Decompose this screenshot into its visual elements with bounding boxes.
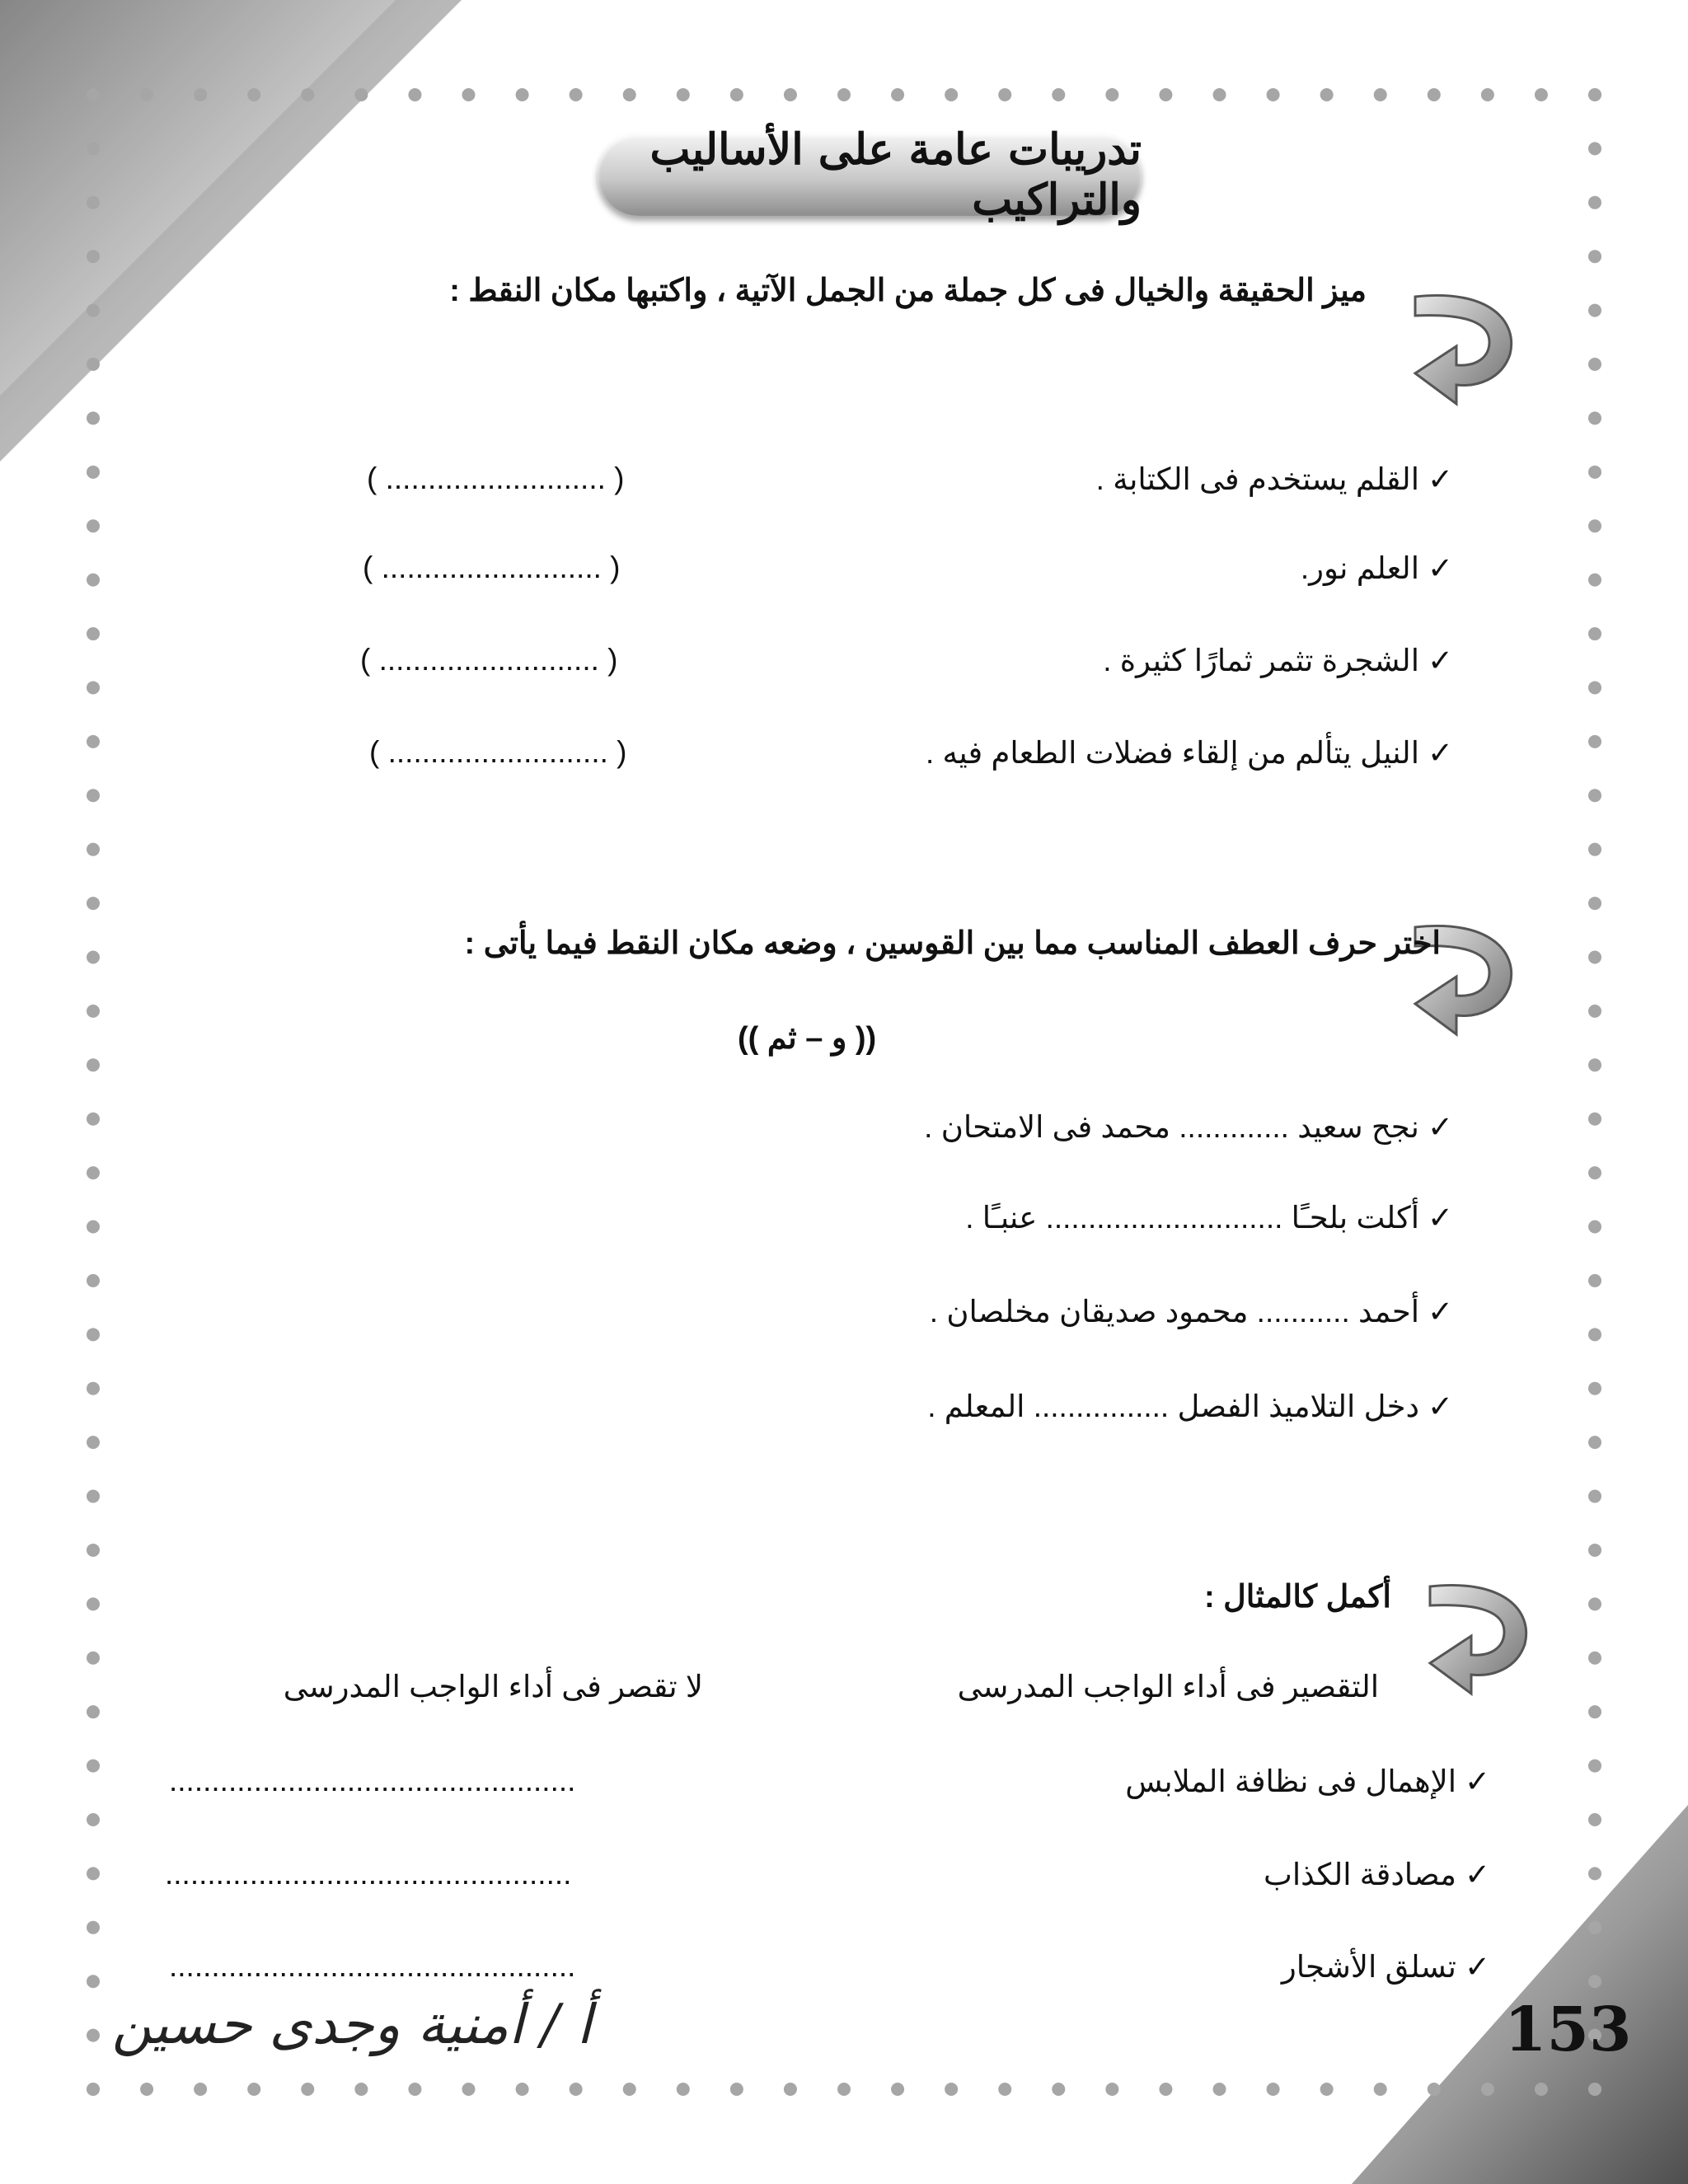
check-icon: ✓	[1464, 1858, 1490, 1891]
border-dot	[1320, 2083, 1334, 2096]
border-dot	[1588, 88, 1601, 101]
border-dot	[1588, 681, 1601, 694]
border-dot	[1588, 1005, 1601, 1018]
border-dot	[87, 196, 100, 209]
border-dot	[1588, 574, 1601, 587]
border-dot	[1588, 1058, 1601, 1071]
border-dot	[1588, 1382, 1601, 1395]
border-dot	[1588, 1813, 1601, 1826]
section3-item-1: ✓الإهمال فى نظافة الملابس	[1125, 1765, 1490, 1798]
border-dot	[677, 88, 690, 101]
section1-blank-4: ( .......................... )	[369, 735, 627, 769]
section3-answer-2: ................................................	[165, 1857, 572, 1891]
border-dot	[462, 2083, 476, 2096]
border-dot	[87, 843, 100, 856]
border-dot	[87, 358, 100, 371]
border-dot	[1588, 304, 1601, 317]
border-dot	[1588, 2083, 1601, 2096]
check-icon: ✓	[1427, 462, 1453, 496]
border-dot	[1535, 2083, 1548, 2096]
border-dot	[87, 411, 100, 424]
border-dot	[784, 88, 797, 101]
section1-item-1: ✓القلم يستخدم فى الكتابة .	[1095, 462, 1453, 496]
border-dot	[87, 304, 100, 317]
border-dot	[87, 1328, 100, 1341]
border-dot	[1588, 627, 1601, 640]
border-dot	[945, 2083, 958, 2096]
border-dot	[1428, 2083, 1441, 2096]
page-number: 153	[1504, 1994, 1632, 2065]
border-dot	[1588, 358, 1601, 371]
border-dot	[784, 2083, 797, 2096]
border-dot	[623, 2083, 636, 2096]
check-icon: ✓	[1427, 1295, 1453, 1329]
border-dot	[87, 1005, 100, 1018]
border-dot	[140, 88, 153, 101]
border-dot	[1428, 88, 1441, 101]
border-dot	[87, 1113, 100, 1126]
border-dot	[1588, 1652, 1601, 1665]
border-dot	[1213, 88, 1226, 101]
border-dot	[1159, 88, 1172, 101]
border-dot	[87, 519, 100, 532]
section3-answer-3: ................................................	[169, 1949, 576, 1983]
border-dot	[1588, 1221, 1601, 1234]
section3-item-2: ✓مصادقة الكذاب	[1264, 1858, 1490, 1891]
border-dot	[87, 2083, 100, 2096]
border-dot	[408, 88, 421, 101]
section3-heading: أكمل كالمثال :	[1203, 1580, 1391, 1615]
border-dot	[516, 88, 529, 101]
page-title-text: تدريبات عامة على الأساليب والتراكيب	[649, 124, 1142, 225]
check-icon: ✓	[1427, 1390, 1453, 1423]
border-dot	[87, 574, 100, 587]
border-dot	[1588, 411, 1601, 424]
section1-blank-2: ( .......................... )	[363, 551, 621, 584]
border-dot	[570, 2083, 583, 2096]
border-dot	[570, 88, 583, 101]
border-dot	[677, 2083, 690, 2096]
border-dot	[1588, 1490, 1601, 1503]
section3-item-3: ✓تسلق الأشجار	[1281, 1950, 1490, 1984]
border-dot	[87, 1382, 100, 1395]
border-dot	[1267, 2083, 1280, 2096]
border-dot	[87, 1813, 100, 1826]
section2-item-4: ✓دخل التلاميذ الفصل ................ المعلم .	[927, 1390, 1453, 1423]
border-dot	[301, 2083, 314, 2096]
border-dot	[87, 1921, 100, 1934]
border-dot	[945, 88, 958, 101]
border-dot	[87, 1760, 100, 1773]
border-dot	[87, 1274, 100, 1287]
border-dot	[87, 250, 100, 263]
border-dot	[408, 2083, 421, 2096]
section1-blank-1: ( .......................... )	[367, 462, 625, 495]
border-dot	[194, 2083, 207, 2096]
border-dot	[87, 466, 100, 479]
border-dot	[87, 1652, 100, 1665]
section1-item-2: ✓العلم نور.	[1300, 551, 1453, 585]
example-right: التقصير فى أداء الواجب المدرسى	[957, 1670, 1379, 1704]
border-dot	[1052, 2083, 1065, 2096]
border-dot	[87, 950, 100, 963]
check-icon: ✓	[1427, 736, 1453, 770]
border-dot	[1105, 2083, 1118, 2096]
border-dot	[1588, 519, 1601, 532]
border-dot	[1320, 88, 1334, 101]
border-dot	[730, 2083, 743, 2096]
border-dot	[998, 88, 1011, 101]
border-dot	[87, 1166, 100, 1179]
border-dot	[354, 2083, 368, 2096]
section3-answer-1: ................................................	[169, 1764, 576, 1797]
border-dot	[1588, 1274, 1601, 1287]
border-dot	[87, 142, 100, 155]
border-dot	[998, 2083, 1011, 2096]
border-dot	[87, 789, 100, 802]
border-dot	[1588, 1436, 1601, 1449]
border-dot	[1588, 1328, 1601, 1341]
section2-item-3: ✓أحمد ........... محمود صديقان مخلصان .	[929, 1295, 1453, 1329]
border-dot	[87, 897, 100, 910]
check-icon: ✓	[1427, 551, 1453, 585]
border-dot	[1588, 1544, 1601, 1557]
border-dot	[1105, 88, 1118, 101]
border-dot	[1588, 843, 1601, 856]
border-dot	[301, 88, 314, 101]
border-dot	[87, 1058, 100, 1071]
border-dot	[1213, 2083, 1226, 2096]
border-dot	[87, 88, 100, 101]
border-dot	[1159, 2083, 1172, 2096]
border-dot	[1588, 1867, 1601, 1880]
border-dot	[462, 88, 476, 101]
border-dot	[87, 681, 100, 694]
border-dot	[623, 88, 636, 101]
section1-blank-3: ( .......................... )	[360, 643, 618, 677]
section2-item-1: ✓نجح سعيد ............. محمد فى الامتحان .	[924, 1110, 1453, 1144]
check-icon: ✓	[1427, 1110, 1453, 1144]
section1-item-4: ✓النيل يتألم من إلقاء فضلات الطعام فيه .	[925, 736, 1453, 770]
border-dot	[1481, 88, 1494, 101]
border-dot	[1588, 1113, 1601, 1126]
section1-item-3: ✓الشجرة تثمر ثمارًا كثيرة .	[1103, 644, 1453, 677]
border-dot	[1374, 2083, 1387, 2096]
border-dot	[87, 627, 100, 640]
border-dot	[837, 2083, 851, 2096]
border-dot	[891, 2083, 904, 2096]
border-dot	[1588, 789, 1601, 802]
border-dot	[247, 2083, 260, 2096]
border-dot	[837, 88, 851, 101]
section1-heading: ميز الحقيقة والخيال فى كل جملة من الجمل الآتية ، واكتبها مكان النقط :	[449, 274, 1367, 308]
border-dot	[87, 1975, 100, 1988]
border-dot	[87, 1490, 100, 1503]
border-dot	[1588, 1597, 1601, 1610]
check-icon: ✓	[1464, 1765, 1490, 1798]
border-dot	[1588, 1975, 1601, 1988]
border-dot	[1374, 88, 1387, 101]
border-dot	[87, 2029, 100, 2042]
border-dot	[1588, 1760, 1601, 1773]
section2-heading: اختر حرف العطف المناسب مما بين القوسين ، وضعه مكان النقط فيما يأتى :	[464, 926, 1441, 961]
border-dot	[87, 1544, 100, 1557]
border-dot	[516, 2083, 529, 2096]
border-dot	[87, 1221, 100, 1234]
border-dot	[891, 88, 904, 101]
curved-arrow-icon-3	[1426, 1574, 1533, 1702]
border-dot	[1052, 88, 1065, 101]
curved-arrow-icon-1	[1411, 284, 1518, 412]
example-left: لا تقصر فى أداء الواجب المدرسى	[283, 1670, 703, 1704]
border-dot	[87, 1867, 100, 1880]
border-dot	[87, 1436, 100, 1449]
border-dot	[194, 88, 207, 101]
border-dot	[1588, 250, 1601, 263]
border-dot	[87, 1597, 100, 1610]
border-dot	[87, 1705, 100, 1718]
border-dot	[730, 88, 743, 101]
border-dot	[1588, 897, 1601, 910]
border-dot	[1588, 142, 1601, 155]
author-signature: أ / أمنية وجدى حسين	[111, 1993, 592, 2056]
check-icon: ✓	[1464, 1950, 1490, 1984]
border-dot	[1588, 196, 1601, 209]
border-dot	[87, 735, 100, 748]
border-dot	[1535, 88, 1548, 101]
section2-options: (( و – ثم ))	[738, 1021, 877, 1056]
border-dot	[247, 88, 260, 101]
border-dot	[1588, 1166, 1601, 1179]
border-dot	[354, 88, 368, 101]
border-dot	[140, 2083, 153, 2096]
border-dot	[1481, 2083, 1494, 2096]
border-dot	[1588, 466, 1601, 479]
section2-item-2: ✓أكلت بلحـًا ............................ عنبـًا .	[965, 1201, 1453, 1235]
check-icon: ✓	[1427, 644, 1453, 677]
check-icon: ✓	[1427, 1201, 1453, 1235]
border-dot	[1588, 1921, 1601, 1934]
border-dot	[1588, 1705, 1601, 1718]
border-dot	[1267, 88, 1280, 101]
border-dot	[1588, 950, 1601, 963]
border-dot	[1588, 735, 1601, 748]
page-title	[598, 124, 1142, 225]
